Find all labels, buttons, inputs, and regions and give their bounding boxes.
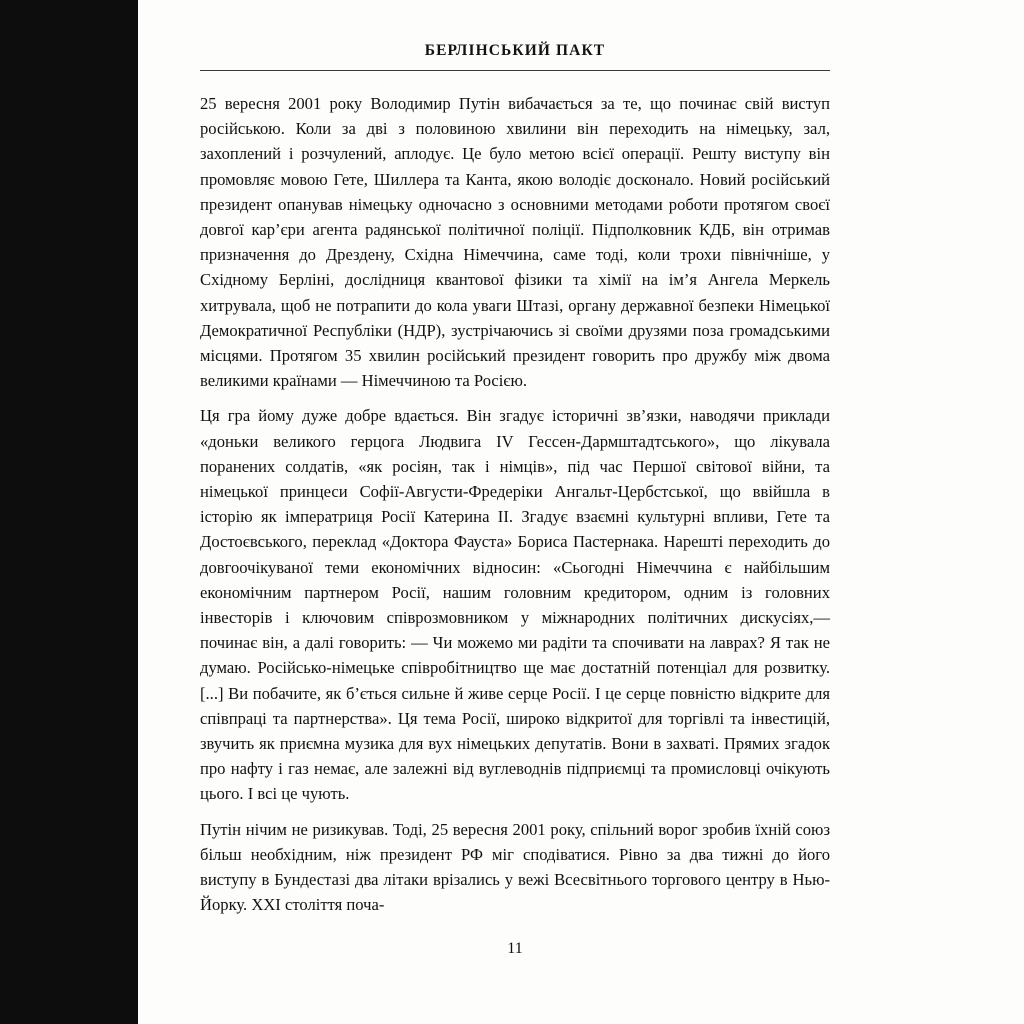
- body-paragraph-1: 25 вересня 2001 року Володимир Путін вибачається за те, що починає свій виступ російською. Коли за дві з половиною хвилини він переходить на німецьку, зал, захоплений і розчулений, аплодує. Це було метою всієї операції. Решту виступу він промовляє мовою Гете, Шиллера та Канта, якою володіє досконало. Новий російський президент опанував німецьку одночасно з основними методами роботи протягом своєї довгої кар’єри агента радянської політичної поліції. Підполковник КДБ, він отримав призначення до Дрездену, Східна Німеччина, саме тоді, коли трохи північніше, у Східному Берліні, дослідниця квантової фізики та хімії на ім’я Ангела Меркель хитрувала, щоб не потрапити до кола уваги Штазі, органу державної безпеки Німецької Демократичної Республіки (НДР), зустрічаючись зі своїми друзями поза громадськими місцями. Протягом 35 хвилин російський президент говорить про дружбу між двома великими країнами — Німеччиною та Росією.: [200, 94, 830, 391]
- header-divider: [200, 70, 830, 71]
- body-paragraph-3: Путін нічим не ризикував. Тоді, 25 вересня 2001 року, спільний ворог зробив їхній союз більш необхідним, ніж президент РФ міг сподіватися. Рівно за два тижні до його виступу в Бундестазі два літаки врізались у вежі Всесвітнього торгового центру в Нью-Йорку. XXI століття поча-: [200, 819, 830, 915]
- running-head: БЕРЛІНСЬКИЙ ПАКТ: [424, 42, 606, 59]
- page-number: 11: [507, 940, 523, 957]
- book-page: [138, 0, 1024, 1024]
- scan-gutter-shadow: [0, 0, 138, 1024]
- body-paragraph-2: Ця гра йому дуже добре вдається. Він згадує історичні зв’язки, наводячи приклади «доньки великого герцога Людвига IV Гессен-Дармштадтського», що лікувала поранених солдатів, «як росіян, так і німців», під час Першої світової війни, та німецької принцеси Софії-Августи-Фредеріки Ангальт-Цербстської, що ввійшла в історію як імператриця Росії Катерина II. Згадує взаємні культурні впливи, Гете та Достоєвського, переклад «Доктора Фауста» Бориса Пастернака. Нарешті переходить до довгоочікуваної теми економічних відносин: «Сьогодні Німеччина є найбільшим економічним партнером Росії, нашим головним кредитором, одним із головних інвесторів і ключовим співрозмовником у міжнародних політичних дискусіях,— починає він, а далі говорить: — Чи можемо ми радіти та спочивати на лаврах? Я так не думаю. Російсько-німецьке співробітництво ще має достатній потенціал для розвитку. [...] Ви побачите, як б’ється сильне й живе серце Росії. І це серце повністю відкрите для співпраці та партнерства». Ця тема Росії, широко відкритої для торгівлі та інвестицій, звучить як приємна музика для вух німецьких депутатів. Вони в захваті. Прямих згадок про нафту і газ немає, але залежні від вуглеводнів підприємці та промисловці очікують цього. І всі це чують.: [200, 406, 830, 804]
- page-text-block: [200, 42, 830, 918]
